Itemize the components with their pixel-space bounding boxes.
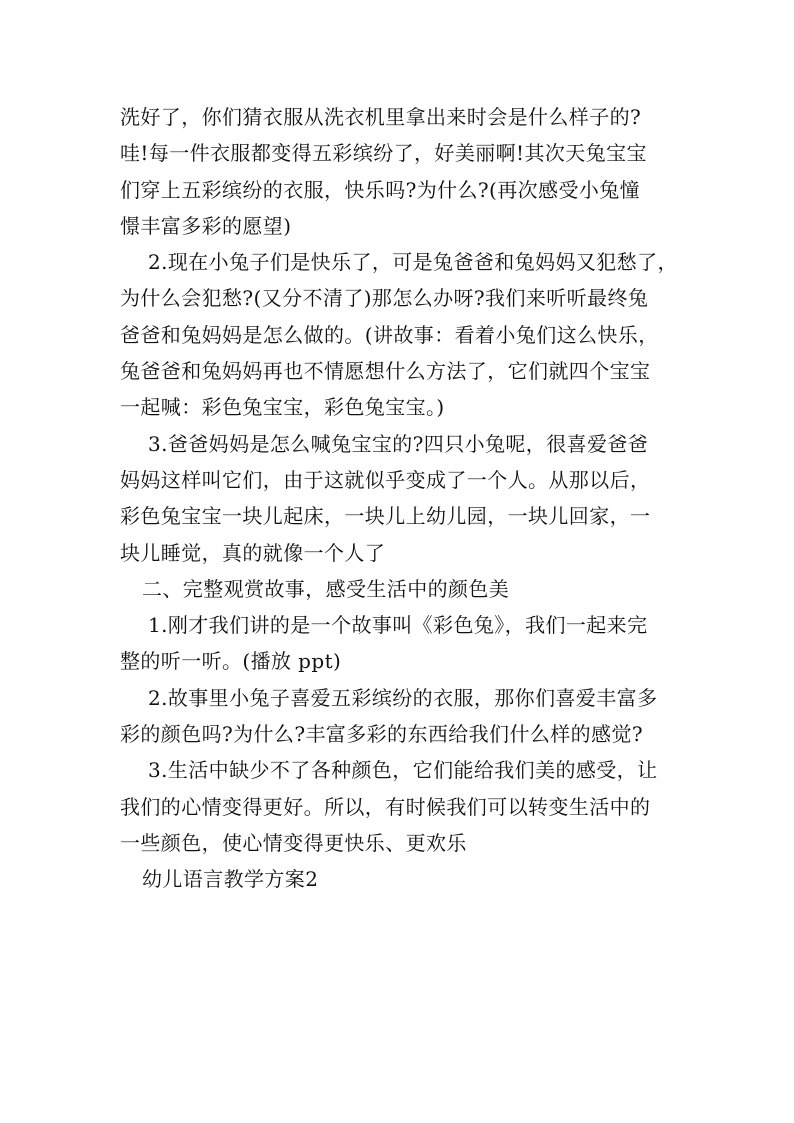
text-line: 一起喊：彩色兔宝宝，彩色兔宝宝。) (120, 395, 445, 420)
text-line: 彩色兔宝宝一块儿起床，一块儿上幼儿园，一块儿回家，一 (120, 504, 651, 529)
text-line: 为什么会犯愁?(又分不清了)那怎么办呀?我们来听听最终兔 (120, 286, 649, 311)
document-heading: 幼儿语言教学方案2 (142, 867, 319, 892)
paragraph-start-line: 3.爸爸妈妈是怎么喊兔宝宝的?四只小兔呢，很喜爱爸爸 (148, 431, 649, 456)
paragraph-start-line: 2.现在小兔子们是快乐了，可是兔爸爸和兔妈妈又犯愁了， (148, 250, 678, 275)
text-line: 哇!每一件衣服都变得五彩缤纷了，好美丽啊!其次天兔宝宝 (120, 141, 647, 166)
text-line: 彩的颜色吗?为什么?丰富多彩的东西给我们什么样的感觉? (120, 722, 643, 747)
text-line: 妈妈这样叫它们，由于这就似乎变成了一个人。从那以后， (120, 467, 651, 492)
text-line: 整的听一听。(播放 ppt) (120, 649, 342, 674)
text-line: 洗好了，你们猜衣服从洗衣机里拿出来时会是什么样子的? (120, 105, 642, 129)
text-line: 块儿睡觉，真的就像一个人了 (120, 540, 386, 565)
text-line: 兔爸爸和兔妈妈再也不情愿想什么方法了，它们就四个宝宝 (120, 359, 651, 384)
paragraph-start-line: 2.故事里小兔子喜爱五彩缤纷的衣服，那你们喜爱丰富多 (148, 685, 658, 710)
paragraph-start-line: 1.刚才我们讲的是一个故事叫《彩色兔》，我们一起来完 (148, 613, 648, 638)
paragraph-start-line: 3.生活中缺少不了各种颜色，它们能给我们美的感受，让 (148, 758, 658, 783)
text-line: 一些颜色，使心情变得更快乐、更欢乐 (120, 830, 467, 855)
text-line: 们穿上五彩缤纷的衣服，快乐吗?为什么?(再次感受小兔憧 (120, 177, 641, 202)
document-body (120, 99, 688, 898)
text-line: 爸爸和兔妈妈是怎么做的。(讲故事：看着小兔们这么快乐， (120, 322, 659, 347)
section-heading: 二、完整观赏故事，感受生活中的颜色美 (142, 576, 510, 601)
text-line: 我们的心情变得更好。所以，有时候我们可以转变生活中的 (120, 794, 651, 819)
text-line: 憬丰富多彩的愿望) (120, 213, 292, 238)
